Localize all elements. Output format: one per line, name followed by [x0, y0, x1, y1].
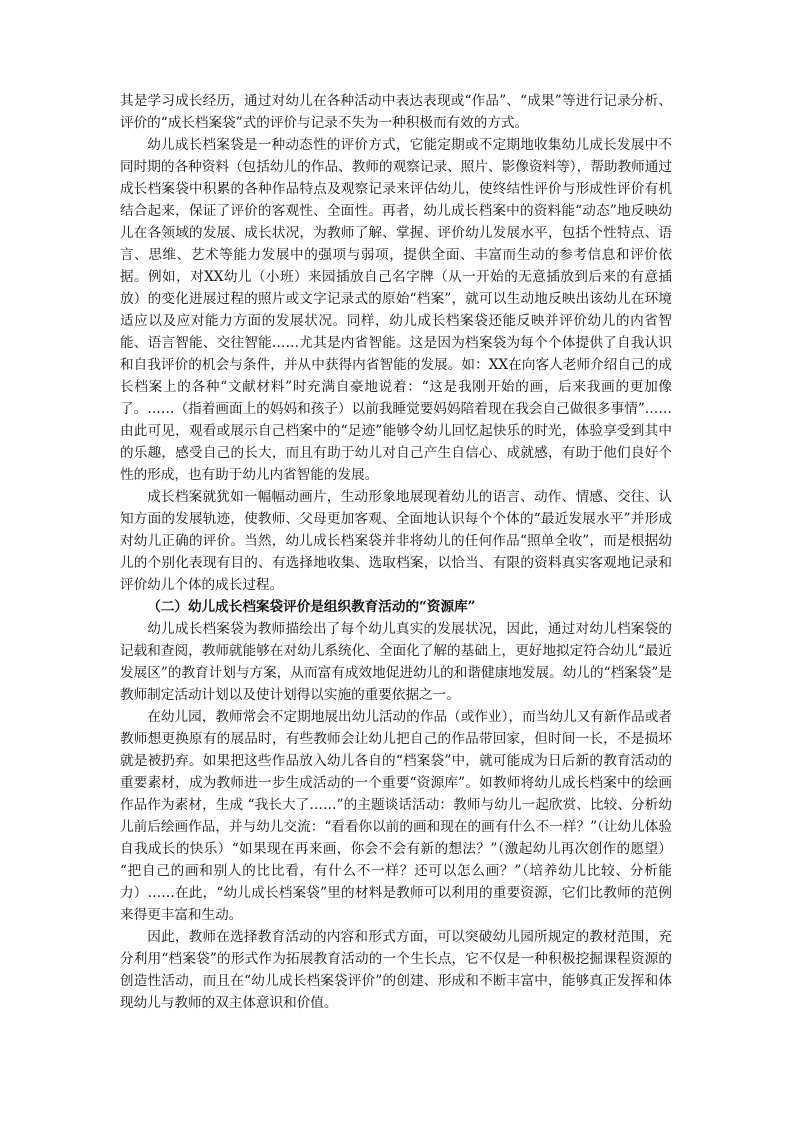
paragraph-resource-library: 幼儿成长档案袋为教师描绘出了每个幼儿真实的发展状况，因此，通过对幼儿档案袋的记载和查阅，教师就能够在对幼儿系统化、全面化了解的基础上，更好地拟定符合幼儿“最近发展区”的教育计划与方案，从而富有成效地促进幼儿的和谐健康地发展。幼儿的“档案袋”是教师制定活动计划以及使计划得以实施的重要依据之一。 [120, 621, 672, 703]
paragraph-kindergarten-works: 在幼儿园，教师常会不定期地展出幼儿活动的作品（或作业），而当幼儿又有新作品或者教师想更换原有的展品时，有些教师会让幼儿把自己的作品带回家，但时间一长，不是损坏就是被扔弃。如果把这些作品放入幼儿各自的“档案袋”中，就可能成为日后新的教育活动的重要素材，成为教师进一步生成活动的一个重要“资源库”。如教师将幼儿成长档案中的绘画作品作为素材，生成 “我长大了……”的主题谈话活动：教师与幼儿一起欣赏、比较、分析幼儿前后绘画作品，并与幼儿交流：“看看你以前的画和现在的画有什么不一样？”（让幼儿体验自我成长的快乐）“如果现在再来画，你会不会有新的想法？”（激起幼儿再次创作的愿望） “把自己的画和别人的比比看，有什么不一样？还可以怎么画？”（培养幼儿比较、分析能力）……在此，“幼儿成长档案袋”里的材料是教师可以利用的重要资源，它们比教师的范例来得更丰富和生动。 [120, 709, 672, 923]
paragraph-continuation: 其是学习成长经历，通过对幼儿在各种活动中表达表现或“作品”、“成果”等进行记录分析、评价的“成长档案袋”式的评价与记录不失为一种积极而有效的方式。 [120, 93, 672, 131]
section-heading: （二）幼儿成长档案袋评价是组织教育活动的“资源库” [147, 599, 476, 615]
paragraph-portfolio-dynamic-evaluation: 幼儿成长档案袋是一种动态性的评价方式，它能定期或不定期地收集幼儿成长发展中不同时期的各种资料（包括幼儿的作品、教师的观察记录、照片、影像资料等），帮助教师通过成长档案袋中积累的各种作品特点及观察记录来评估幼儿，使终结性评价与形成性评价有机结合起来，保证了评价的客观性、全面性。再者，幼儿成长档案中的资料能“动态”地反映幼儿在各领域的发展、成长状况，为教师了解、掌握、评价幼儿发展水平，包括个性特点、语言、思维、艺术等能力发展中的强项与弱项，提供全面、丰富而生动的参考信息和评价依据。例如，对XX幼儿（小班）来园插放自己名字牌（从一开始的无意插放到后来的有意插放）的变化进展过程的照片或文字记录式的原始“档案”，就可以生动地反映出该幼儿在环境适应以及应对能力方面的发展状况。同样，幼儿成长档案袋还能反映并评价幼儿的内省智能、语言智能、交往智能……尤其是内省智能。这是因为档案袋为每个个体提供了自我认识和自我评价的机会与条件，并从中获得内省智能的发展。如：XX在向客人老师介绍自己的成长档案上的各种“文献材料”时充满自豪地说着：“这是我刚开始的画，后来我画的更加像了。……（指着画面上的妈妈和孩子）以前我睡觉要妈妈陪着现在我会自己做很多事情”……由此可见，观看或展示自己档案中的“足迹”能够令幼儿回忆起快乐的时光，体验享受到其中的乐趣，感受自己的长大，而且有助于幼儿对自己产生自信心、成就感，有助于他们良好个性的形成，也有助于幼儿内省智能的发展。 [120, 137, 672, 483]
paragraph-portfolio-animation: 成长档案就犹如一幅幅动画片，生动形象地展现着幼儿的语言、动作、情感、交往、认知方面的发展轨迹，使教师、父母更加客观、全面地认识每个个体的“最近发展水平”并形成对幼儿正确的评价。当然，幼儿成长档案袋并非将幼儿的任何作品“照单全收”，而是根据幼儿的个别化表现有目的、有选择地收集、选取档案，以恰当、有限的资料真实客观地记录和评价幼儿个体的成长过程。 [120, 489, 672, 593]
document-page [120, 90, 672, 1014]
paragraph-conclusion: 因此，教师在选择教育活动的内容和形式方面，可以突破幼儿园所规定的教材范围，充分利用“档案袋”的形式作为拓展教育活动的一个生长点，它不仅是一种积极挖掘课程资源的创造性活动，而且在“幼儿成长档案袋评价”的创建、形成和不断丰富中，能够真正发挥和体现幼儿与教师的双主体意识和价值。 [120, 929, 672, 1011]
